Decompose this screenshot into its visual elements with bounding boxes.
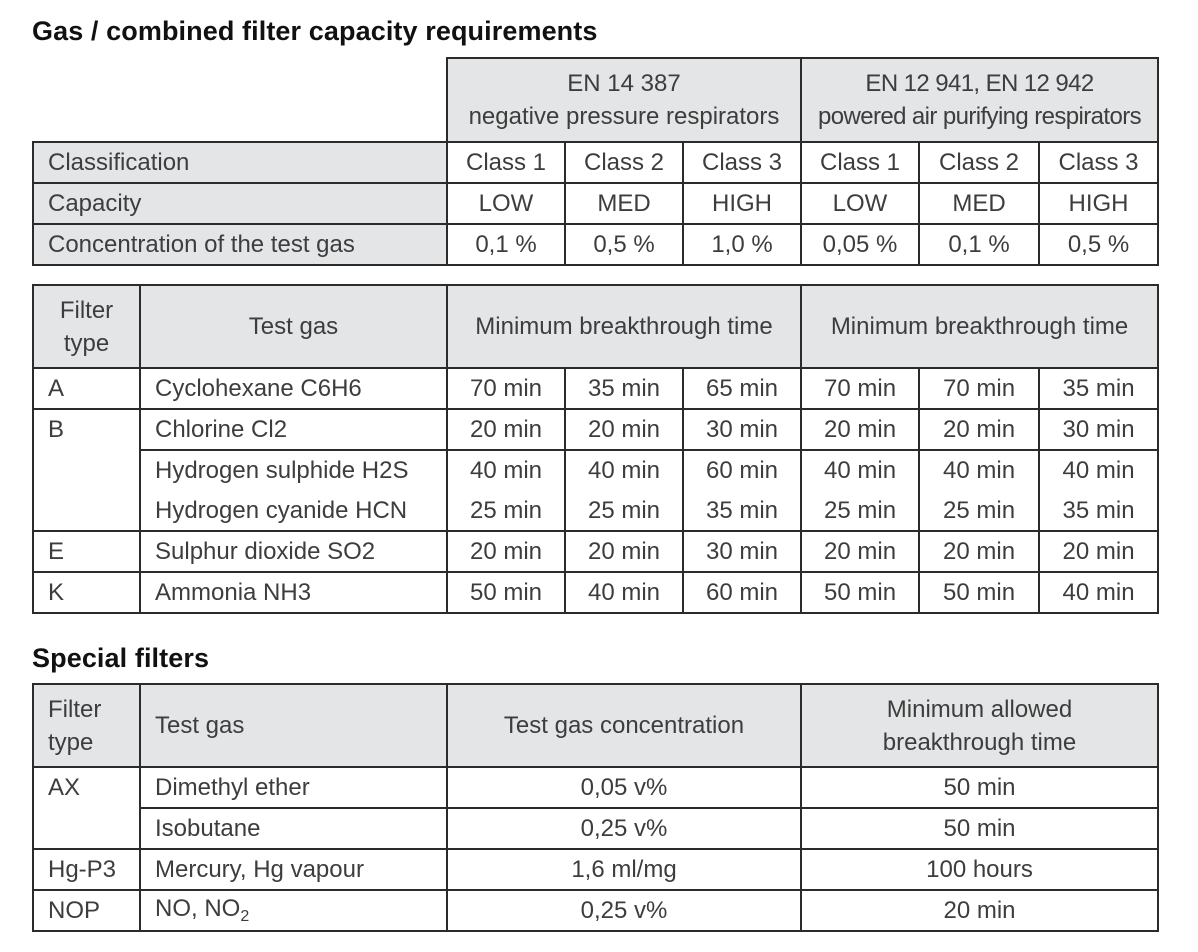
table-cell: 20 min (447, 409, 565, 450)
table-cell: Class 2 (919, 142, 1039, 183)
test-gas-cell: Hydrogen cyanide HCN (140, 491, 447, 531)
table-row (33, 142, 1158, 183)
capacity-heading: Gas / combined filter capacity requirements (32, 16, 598, 46)
table-cell: 1,0 % (683, 224, 801, 265)
table-cell: 50 min (801, 572, 919, 613)
special-filters-heading: Special filters (32, 643, 210, 673)
filter-type-cell (33, 450, 140, 491)
filter-type-header: Filter type (33, 285, 140, 368)
table-cell: 0,05 % (801, 224, 919, 265)
test-gas-cell: Ammonia NH3 (140, 572, 447, 613)
test-gas-cell: Isobutane (140, 808, 447, 849)
table-row (33, 572, 1158, 613)
filter-type-cell: B (33, 409, 140, 450)
table-cell: Class 1 (447, 142, 565, 183)
table-row (33, 491, 1158, 531)
table-cell: 40 min (1039, 450, 1158, 491)
table-cell: 70 min (801, 368, 919, 409)
concentration-header: Test gas concentration (447, 684, 801, 767)
table-cell: MED (565, 183, 683, 224)
table-cell: 0,1 % (919, 224, 1039, 265)
row-label: Concentration of the test gas (33, 224, 447, 265)
concentration-cell: 0,25 v% (447, 808, 801, 849)
table-row (33, 368, 1158, 409)
table-cell: 20 min (565, 531, 683, 572)
concentration-cell: 1,6 ml/mg (447, 849, 801, 890)
filter-type-cell: A (33, 368, 140, 409)
concentration-cell: 0,05 v% (447, 767, 801, 808)
table-cell: LOW (447, 183, 565, 224)
table-cell: 50 min (447, 572, 565, 613)
table-row (33, 890, 1158, 931)
table-cell: Class 3 (1039, 142, 1158, 183)
standard-header (447, 58, 801, 142)
table-row (33, 767, 1158, 808)
table-cell: 70 min (919, 368, 1039, 409)
standard-description: negative pressure respirators (468, 103, 780, 130)
table-cell: MED (919, 183, 1039, 224)
table-cell: 25 min (565, 491, 683, 531)
test-gas-cell: Chlorine Cl2 (140, 409, 447, 450)
table-row (33, 450, 1158, 491)
table-row (33, 849, 1158, 890)
blank-corner (33, 58, 447, 142)
breakthrough-time-cell: 50 min (801, 808, 1158, 849)
test-gas-cell: Cyclohexane C6H6 (140, 368, 447, 409)
table-cell: 35 min (1039, 491, 1158, 531)
table-cell: 50 min (919, 572, 1039, 613)
filter-type-cell: K (33, 572, 140, 613)
table-cell: 40 min (801, 450, 919, 491)
table-cell: 40 min (565, 450, 683, 491)
table-cell: 20 min (801, 531, 919, 572)
table-cell: 40 min (1039, 572, 1158, 613)
standard-header (801, 58, 1158, 142)
table-cell: 35 min (565, 368, 683, 409)
table-cell: Class 3 (683, 142, 801, 183)
breakthrough-time-header: Minimum breakthrough time (801, 285, 1158, 368)
table-row (33, 224, 1158, 265)
test-gas-text: NO, NO (155, 895, 241, 922)
table-row (33, 531, 1158, 572)
standard-name: EN 12 941, EN 12 942 (865, 70, 1094, 97)
test-gas-cell (140, 890, 447, 931)
table-cell: 30 min (1039, 409, 1158, 450)
special-filters-table (32, 683, 1159, 932)
table-cell: 60 min (683, 450, 801, 491)
row-label: Capacity (33, 183, 447, 224)
filter-type-cell: AX (33, 767, 140, 808)
test-gas-cell: Hydrogen sulphide H2S (140, 450, 447, 491)
table-cell: 30 min (683, 531, 801, 572)
table-cell: 40 min (919, 450, 1039, 491)
row-label: Classification (33, 142, 447, 183)
capacity-table (32, 57, 1159, 266)
table-cell: 40 min (565, 572, 683, 613)
table-cell: 40 min (447, 450, 565, 491)
table-cell: Class 1 (801, 142, 919, 183)
table-cell: 20 min (801, 409, 919, 450)
filter-type-cell (33, 491, 140, 531)
breakthrough-time-cell: 100 hours (801, 849, 1158, 890)
test-gas-cell: Dimethyl ether (140, 767, 447, 808)
table-cell: Class 2 (565, 142, 683, 183)
concentration-cell: 0,25 v% (447, 890, 801, 931)
subscript: 2 (240, 908, 250, 925)
table-cell: 20 min (919, 531, 1039, 572)
table-cell: 20 min (447, 531, 565, 572)
table-cell: 0,1 % (447, 224, 565, 265)
filter-type-cell: NOP (33, 890, 140, 931)
table-cell: 35 min (1039, 368, 1158, 409)
test-gas-cell: Sulphur dioxide SO2 (140, 531, 447, 572)
table-row (33, 409, 1158, 450)
table-cell: HIGH (1039, 183, 1158, 224)
table-cell: 65 min (683, 368, 801, 409)
table-cell: 70 min (447, 368, 565, 409)
breakthrough-time-header: Minimum allowed breakthrough time (801, 684, 1158, 767)
table-cell: 20 min (1039, 531, 1158, 572)
table-cell: HIGH (683, 183, 801, 224)
table-cell: 25 min (447, 491, 565, 531)
table-cell: 60 min (683, 572, 801, 613)
standard-description: powered air purifying respirators (817, 103, 1142, 130)
table-row (33, 183, 1158, 224)
breakthrough-time-header: Minimum breakthrough time (447, 285, 801, 368)
filter-type-cell: Hg-P3 (33, 849, 140, 890)
breakthrough-time-cell: 20 min (801, 890, 1158, 931)
breakthrough-time-cell: 50 min (801, 767, 1158, 808)
table-cell: 35 min (683, 491, 801, 531)
table-cell: 20 min (565, 409, 683, 450)
test-gas-header: Test gas (140, 285, 447, 368)
table-cell: LOW (801, 183, 919, 224)
table-cell: 25 min (801, 491, 919, 531)
filter-type-header: Filter type (33, 684, 140, 767)
filter-type-cell (33, 808, 140, 849)
table-cell: 25 min (919, 491, 1039, 531)
test-gas-cell: Mercury, Hg vapour (140, 849, 447, 890)
table-cell: 0,5 % (1039, 224, 1158, 265)
table-cell: 30 min (683, 409, 801, 450)
breakthrough-table (32, 284, 1159, 614)
table-row (33, 808, 1158, 849)
table-cell: 0,5 % (565, 224, 683, 265)
test-gas-header: Test gas (140, 684, 447, 767)
table-cell: 20 min (919, 409, 1039, 450)
standard-name: EN 14 387 (567, 70, 681, 97)
filter-type-cell: E (33, 531, 140, 572)
